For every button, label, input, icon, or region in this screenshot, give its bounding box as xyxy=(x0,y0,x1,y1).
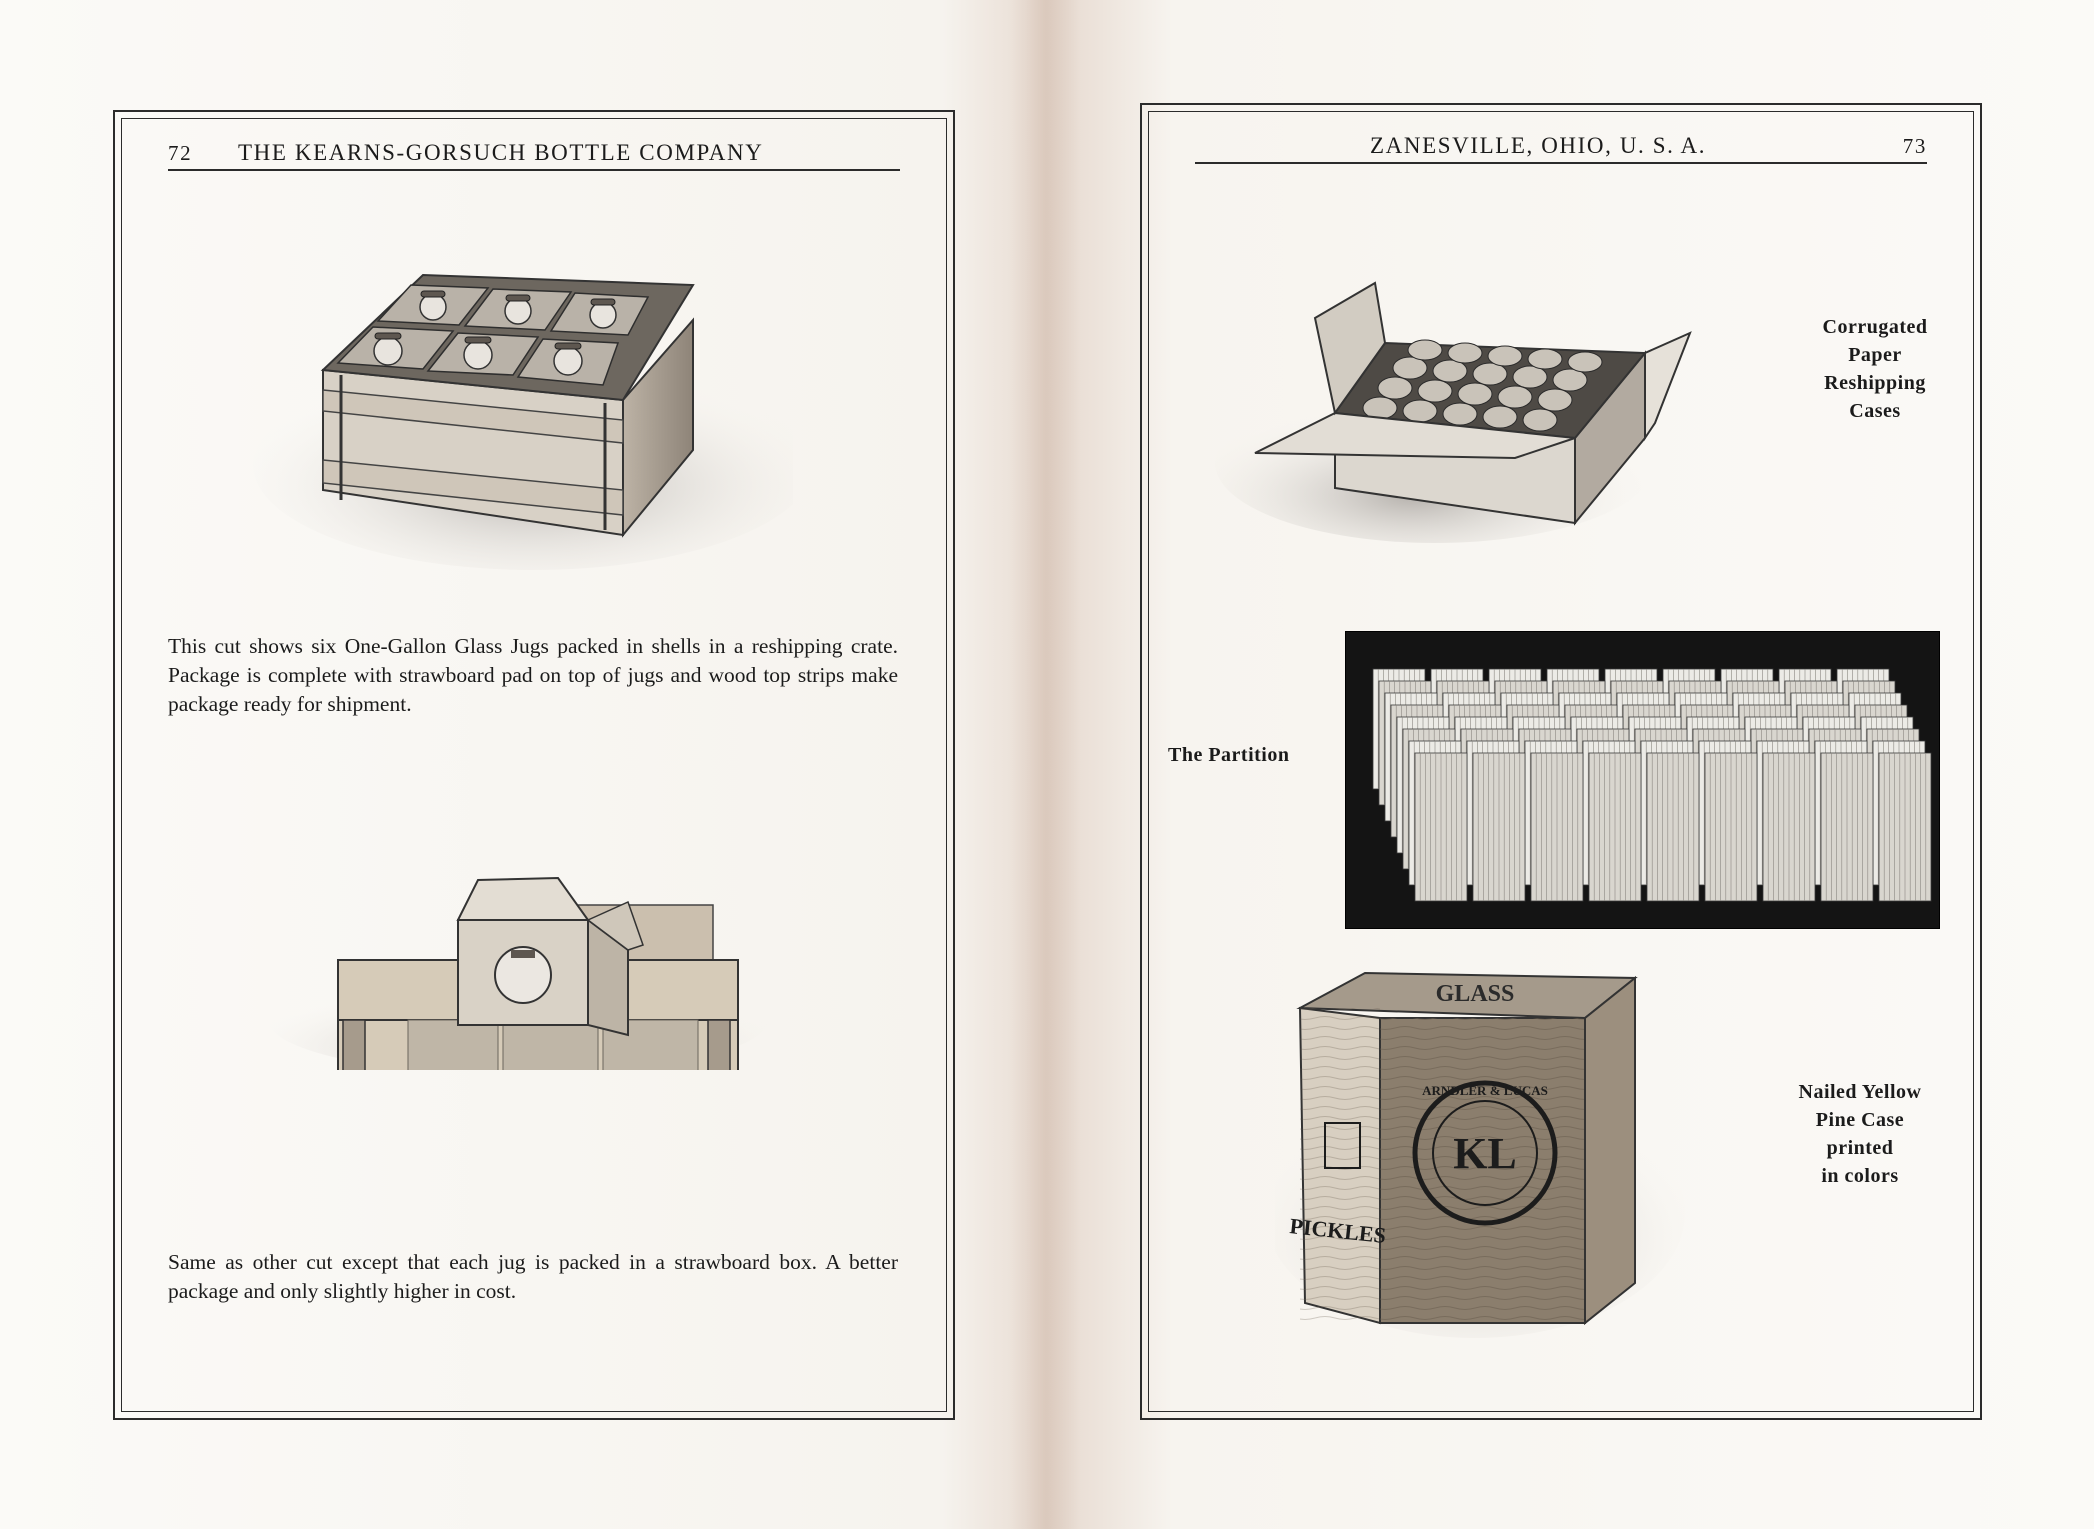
jug-crate-illustration xyxy=(233,215,793,575)
caption-line: Pine Case xyxy=(1815,1109,1905,1131)
pine-case-illustration xyxy=(1275,963,1715,1353)
right-page xyxy=(1140,103,1982,1420)
left-page xyxy=(113,110,955,1420)
caption-line: Cases xyxy=(1849,400,1901,422)
caption-line: Reshipping xyxy=(1824,372,1926,394)
caption-line: Paper xyxy=(1848,344,1902,366)
caption-line: Nailed Yellow xyxy=(1798,1081,1922,1103)
caption-pine-case xyxy=(1765,1078,1955,1190)
caption-corrugated-cases xyxy=(1790,313,1960,425)
caption-line: printed xyxy=(1826,1137,1894,1159)
page-header-title: ZANESVILLE, OHIO, U. S. A. xyxy=(1370,133,1707,158)
caption-line: Corrugated xyxy=(1822,316,1928,338)
page-header xyxy=(168,135,900,171)
caption-line: in colors xyxy=(1821,1165,1899,1187)
case-seal-monogram: KL xyxy=(1453,1129,1517,1178)
case-side-text: PICKLES xyxy=(1288,1213,1388,1249)
case-seal-text: ARNDLER & LUCAS xyxy=(1422,1083,1548,1098)
strawboard-box-crate-illustration xyxy=(258,770,778,1070)
page-number: 73 xyxy=(1902,134,1927,158)
page-header-title: THE KEARNS-GORSUCH BOTTLE COMPANY xyxy=(238,140,764,165)
paragraph-strawboard-box: Same as other cut except that each jug is packed in a strawboard box. A better package and only slightly higher in cost. xyxy=(168,1250,898,1303)
paragraph-jug-crate: This cut shows six One-Gallon Glass Jugs packed in shells in a reshipping crate. Package is complete with strawboard pad on top of jugs and wood top strips make package ready for shipment. xyxy=(168,634,898,716)
partition-illustration xyxy=(1345,631,1940,929)
partition-grid xyxy=(1373,669,1931,901)
corrugated-case-illustration xyxy=(1215,223,1705,553)
caption-partition: The Partition xyxy=(1168,744,1290,766)
book-gutter xyxy=(1010,0,1080,1529)
page-number: 72 xyxy=(168,141,193,165)
case-top-text: GLASS xyxy=(1435,981,1515,1007)
page-header xyxy=(1195,128,1927,164)
